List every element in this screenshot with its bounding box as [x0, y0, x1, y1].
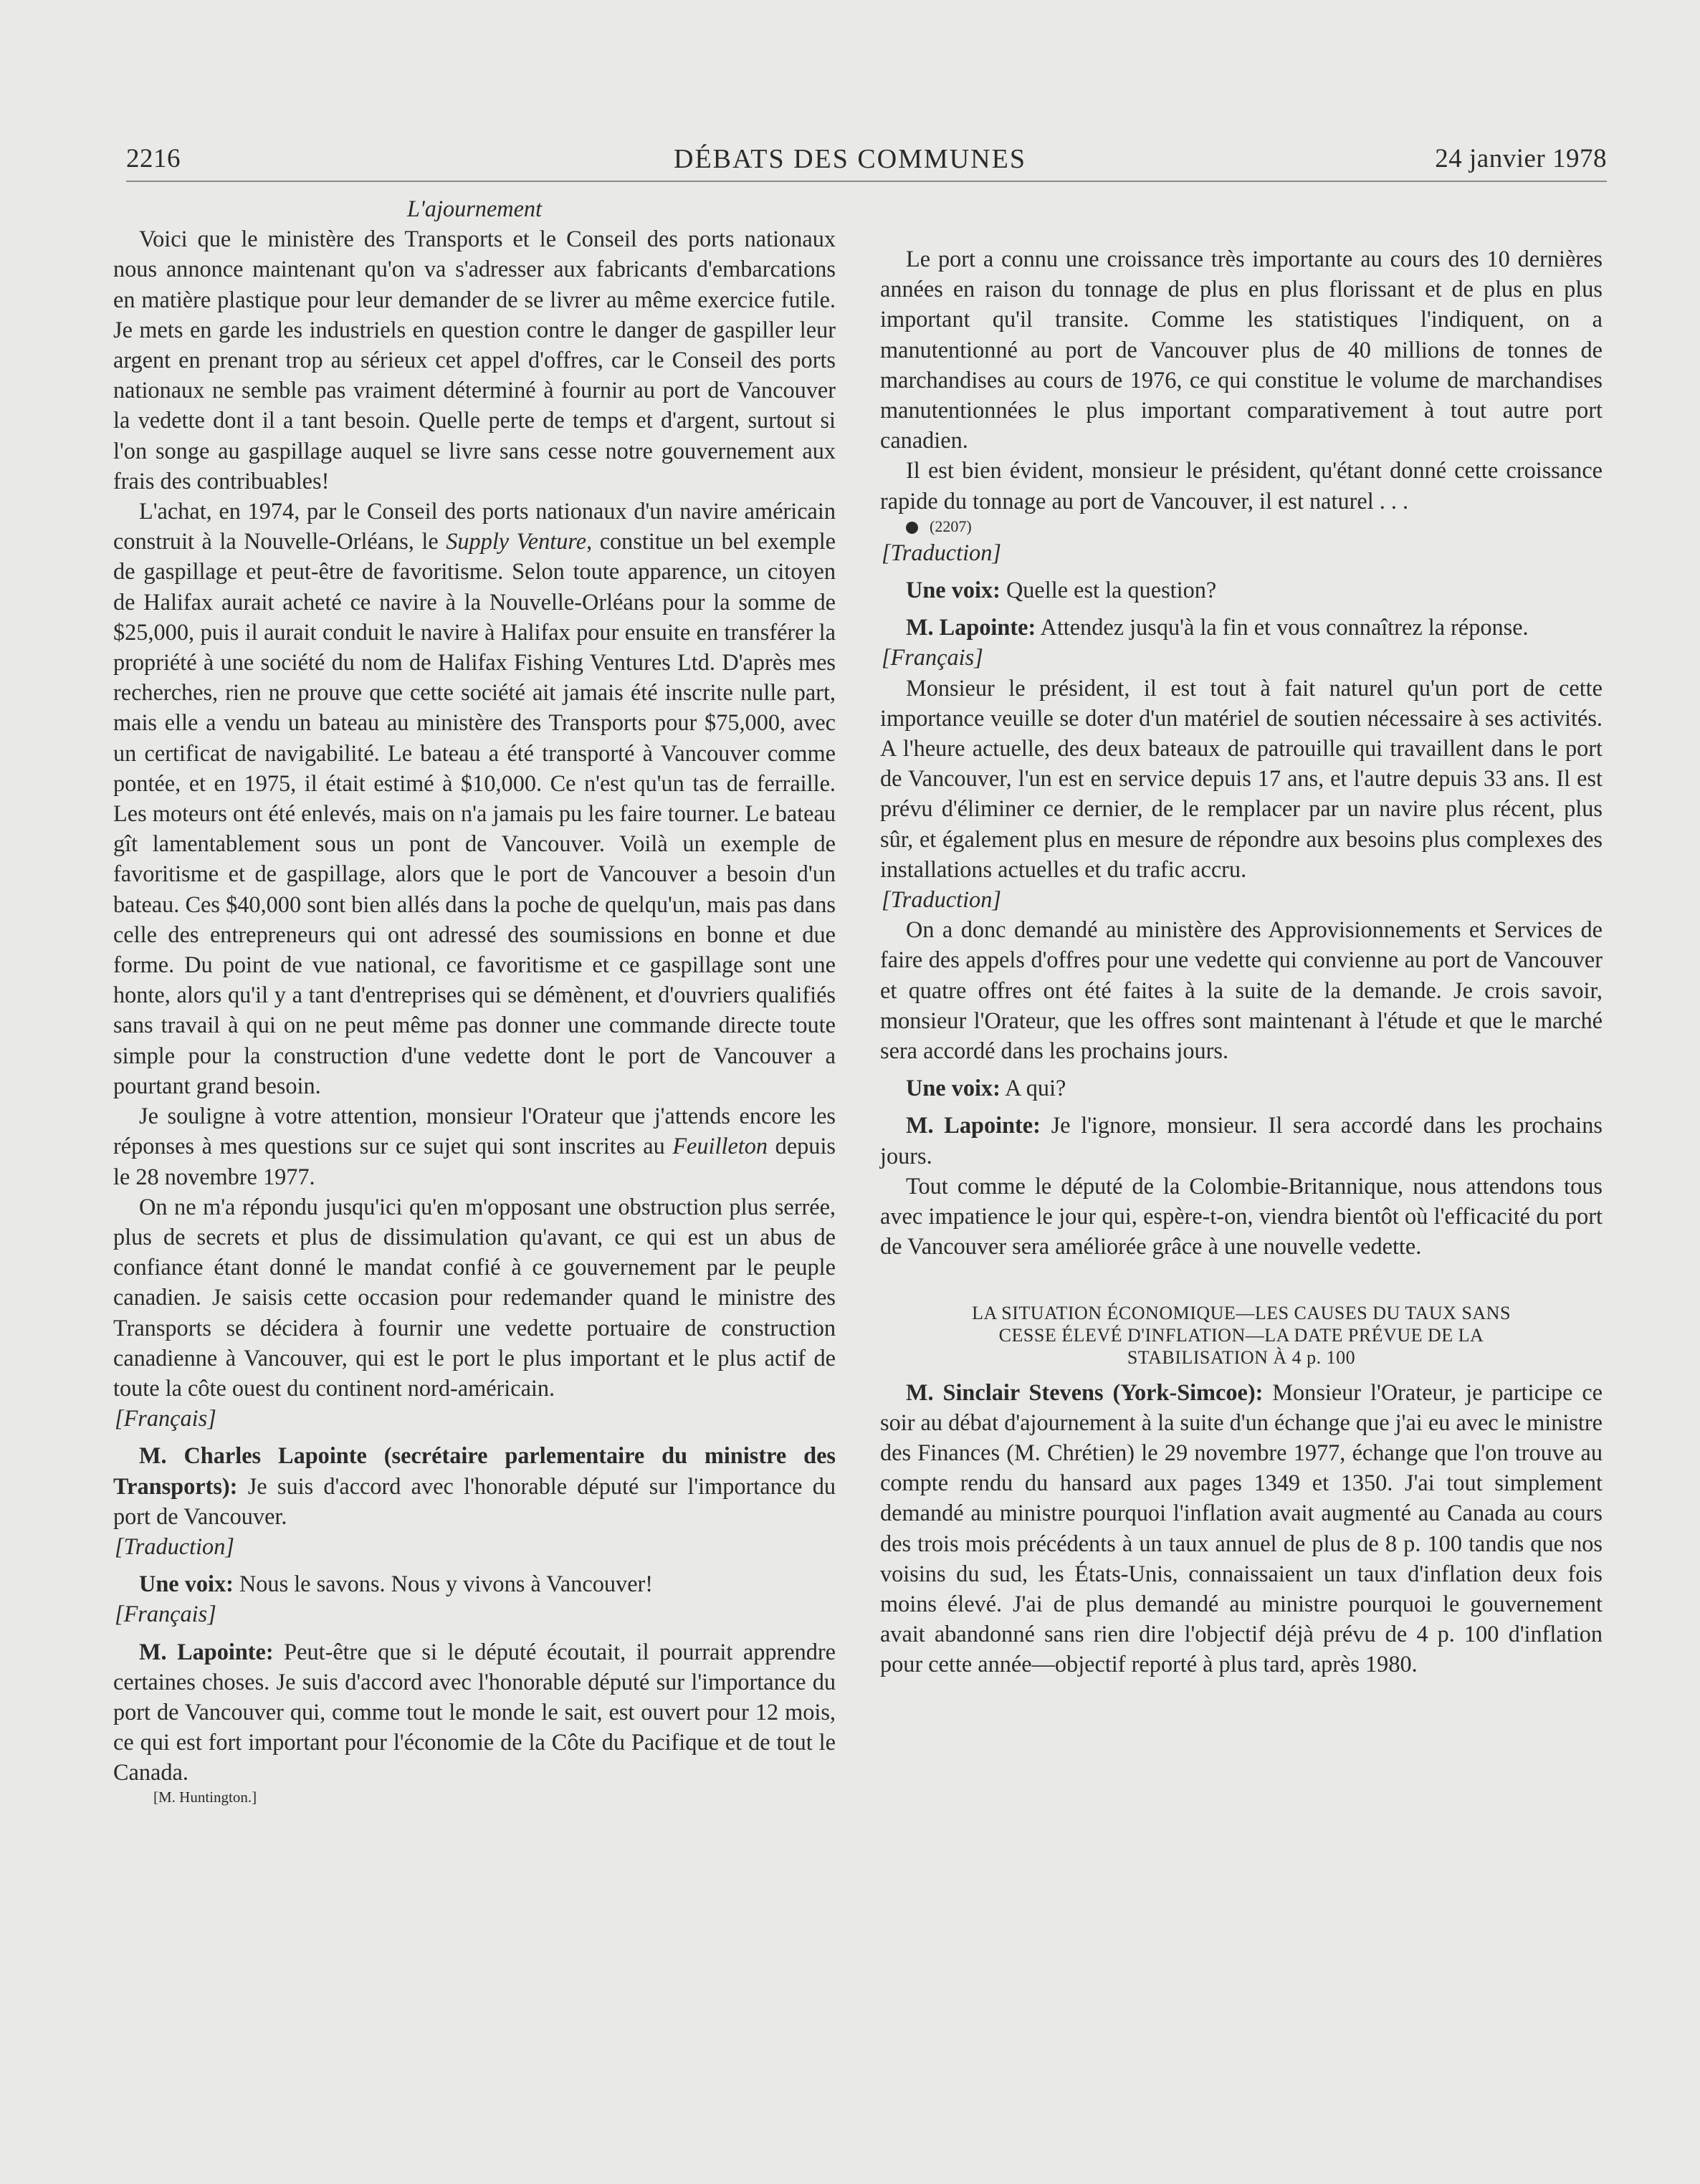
speech-text: Nous le savons. Nous y vivons à Vancouver!: [233, 1571, 654, 1597]
speech-text: Je suis d'accord avec l'honorable député sur l'importance du port de Vancouver.: [113, 1472, 836, 1529]
speech-text: A qui?: [1000, 1075, 1066, 1101]
speaker-name: Une voix:: [139, 1571, 234, 1597]
paragraph: Le port a connu une croissance très importante au cours des 10 dernières années en raison du tonnage de plus en plus florissant et de plus en plus important qu'il transite. Comme les statistiques l'indiquent, on a manutentionné au port de Vancouver plus de 40 millions de tonnes de marchandises au cours de 1976, ce qui constitue le volume de marchandises manutentionnées le plus important comparativement à tout autre port canadien.: [880, 246, 1603, 454]
paragraph-text: L'achat, en 1974, par le Conseil des ports nationaux d'un navire américain construit à la Nouvelle-Orléans, le: [113, 498, 836, 555]
paragraph: Tout comme le député de la Colombie-Britannique, nous attendons tous avec impatience le jour qui, espère-t-on, viendra bientôt où l'efficacité du port de Vancouver sera améliorée grâce à une nouvelle vedette.: [880, 1172, 1603, 1260]
speech: [880, 612, 1603, 642]
speech: [880, 1377, 1603, 1680]
section-title: L'ajournement: [406, 196, 543, 221]
paragraph: Monsieur le président, il est tout à fait naturel qu'un port de cette importance veuille se doter d'un matériel de soutien nécessaire à ses activités. A l'heure actuelle, des deux bateaux de patrouille qui travaillent dans le port de Vancouver, l'un est en service depuis 17 ans, et l'autre depuis 33 ans. Il est prévu d'éliminer ce dernier, de le remplacer par un navire plus récent, plus sûr, et également plus en mesure de répondre aux besoins plus complexes des installations actuelles et du trafic accru.: [880, 674, 1603, 882]
paragraph: [113, 496, 836, 1101]
time-marker: [880, 516, 1603, 537]
paragraph-text: Je souligne à votre attention, monsieur l'Orateur que j'attends encore les réponses à mes questions sur ce sujet qui sont inscrites au: [113, 1103, 836, 1159]
header-rule: [126, 181, 1607, 182]
speaker-name: M. Sinclair Stevens (York-Simcoe):: [906, 1379, 1264, 1405]
speaker-name: M. Lapointe:: [906, 1112, 1041, 1139]
bullet-icon: [906, 522, 918, 534]
section-heading-line: LA SITUATION ÉCONOMIQUE—LES CAUSES DU TAUX SANS: [972, 1302, 1511, 1323]
paragraph: Il est bien évident, monsieur le président, qu'étant donné cette croissance rapide du tonnage au port de Vancouver, il est naturel . . .: [880, 457, 1603, 514]
speaker-name: M. Lapointe:: [906, 614, 1036, 641]
paragraph-text: depuis le 28 novembre 1977.: [113, 1133, 836, 1189]
speech: [113, 1440, 836, 1531]
speaker-name: M. Charles Lapointe (secrétaire parlementaire du ministre des Transports):: [113, 1442, 836, 1499]
section-heading-line: STABILISATION À 4 p. 100: [1127, 1346, 1356, 1368]
paragraph: [113, 1101, 836, 1192]
page-header-title: DÉBATS DES COMMUNES: [674, 144, 1026, 174]
language-tag: [Traduction]: [882, 539, 1001, 565]
speech-text: Je l'ignore, monsieur. Il sera accordé dans les prochains jours.: [880, 1112, 1603, 1169]
page-number: 2216: [126, 144, 181, 173]
language-tag: [Traduction]: [115, 1533, 234, 1559]
speaker-name: Une voix:: [906, 577, 1001, 603]
paragraph: On ne m'a répondu jusqu'ici qu'en m'opposant une obstruction plus serrée, plus de secrets et plus de dissimulation qu'avant, ce qui est un abus de confiance étant donné le mandat confié à ce gouvernement par le peuple canadien. Je saisis cette occasion pour redemander quand le ministre des Transports se décidera à fournir une vedette portuaire de construction canadienne à Vancouver, qui est le port le plus important et le plus actif de toute la côte ouest du continent nord-américain.: [113, 1193, 836, 1401]
speech-text: Attendez jusqu'à la fin et vous connaîtrez la réponse.: [1036, 614, 1529, 641]
section-heading: [880, 1302, 1603, 1369]
footer-note: [M. Huntington.]: [153, 1788, 257, 1806]
language-tag: [Français]: [115, 1601, 216, 1627]
speech: [880, 1073, 1603, 1103]
language-tag: [Français]: [882, 644, 983, 671]
ship-name: Supply Venture: [446, 528, 587, 555]
speech-text: Peut-être que si le député écoutait, il pourrait apprendre certaines choses. Je suis d'accord avec l'honorable député sur l'importance du port de Vancouver qui, comme tout le monde le sait, est ouvert pour 12 mois, ce qui est fort important pour l'économie de la Côte du Pacifique et de tout le Canada.: [113, 1638, 836, 1786]
right-column: [880, 244, 1603, 1680]
paragraph-text: , constitue un bel exemple de gaspillage et peut-être de favoritisme. Selon toute apparence, un citoyen de Halifax aurait acheté ce navire à la Nouvelle-Orléans pour la somme de $25,000, puis il aurait conduit le navire à Halifax pour ensuite en transférer la propriété à une société du nom de Halifax Fishing Ventures Ltd. D'après mes recherches, rien ne prouve que cette société ait jamais été inscrite nulle part, mais elle a vendu un bateau au ministère des Transports pour $75,000, avec un certificat de navigabilité. Le bateau a été transporté à Vancouver comme pontée, et en 1975, il était estimé à $10,000. Ce n'est qu'un tas de ferraille. Les moteurs ont été enlevés, mais on n'a jamais pu les faire tourner. Le bateau gît lamentablement sous un pont de Vancouver. Voilà un exemple de favoritisme et de gaspillage, alors que le port de Vancouver a besoin d'un bateau. Ces $40,000 sont bien allés dans la poche de quelqu'un, mais pas dans celle des entrepreneurs qui ont adressé des soumissions en bonne et due forme. Du point de vue national, ce favoritisme et ce gaspillage sont une honte, alors qu'il y a tant d'entreprises qui se démènent, et d'ouvriers qualifiés sans travail à qui on ne peut même pas donner une commande directe toute simple pour la construction d'une vedette dont le port de Vancouver a pourtant grand besoin.: [113, 528, 836, 1098]
speaker-name: Une voix:: [906, 1075, 1001, 1101]
speaker-name: M. Lapointe:: [139, 1638, 274, 1665]
speech: [113, 1637, 836, 1788]
speech: [113, 1568, 836, 1599]
speech-text: Monsieur l'Orateur, je participe ce soir au débat d'ajournement à la suite d'un échange que j'ai eu avec le ministre des Finances (M. Chrétien) le 29 novembre 1977, échange que l'on trouve au compte rendu du hansard aux pages 1349 et 1350. J'ai tout simplement demandé au ministre pourquoi l'inflation avait augmenté au Canada au cours des trois mois précédents à un taux annuel de plus de 8 p. 100 tandis que nos voisins du sud, les États-Unis, connaissaient un taux d'inflation deux fois moins élevé. J'ai de plus demandé au ministre pourquoi le gouvernement avait abandonné sans rien dire l'objectif déjà prévu de 4 p. 100 d'inflation pour cette année—objectif reporté à plus tard, après 1980.: [880, 1379, 1603, 1677]
feuilleton-ref: Feuilleton: [672, 1133, 768, 1159]
page-date: 24 janvier 1978: [1435, 144, 1607, 173]
paragraph: Voici que le ministère des Transports et le Conseil des ports nationaux nous annonce maintenant qu'on va s'adresser aux fabricants d'embarcations en matière plastique pour leur demander de se livrer au même exercice futile. Je mets en garde les industriels en question contre le danger de gaspiller leur argent en prenant trop au sérieux cet appel d'offres, car le Conseil des ports nationaux ne semble pas vraiment déterminé à fournir au port de Vancouver la vedette dont il a tant besoin. Quelle perte de temps et d'argent, surtout si l'on songe au gaspillage auquel se livre sans cesse notre gouvernement aux frais des contribuables!: [113, 226, 836, 494]
left-column: [113, 193, 836, 1806]
language-tag: [Traduction]: [882, 886, 1001, 913]
speech: [880, 1110, 1603, 1170]
language-tag: [Français]: [115, 1405, 216, 1432]
speech-text: Quelle est la question?: [1000, 577, 1217, 603]
speech: [880, 575, 1603, 605]
paragraph: On a donc demandé au ministère des Approvisionnements et Services de faire des appels d'offres pour une vedette qui convienne au port de Vancouver et quatre offres ont été faites à la suite de la demande. Je crois savoir, monsieur l'Orateur, que les offres sont maintenant à l'étude et que le marché sera accordé dans les prochains jours.: [880, 916, 1603, 1064]
time-marker-text: (2207): [930, 517, 972, 535]
section-heading-line: CESSE ÉLEVÉ D'INFLATION—LA DATE PRÉVUE DE LA: [998, 1324, 1484, 1346]
